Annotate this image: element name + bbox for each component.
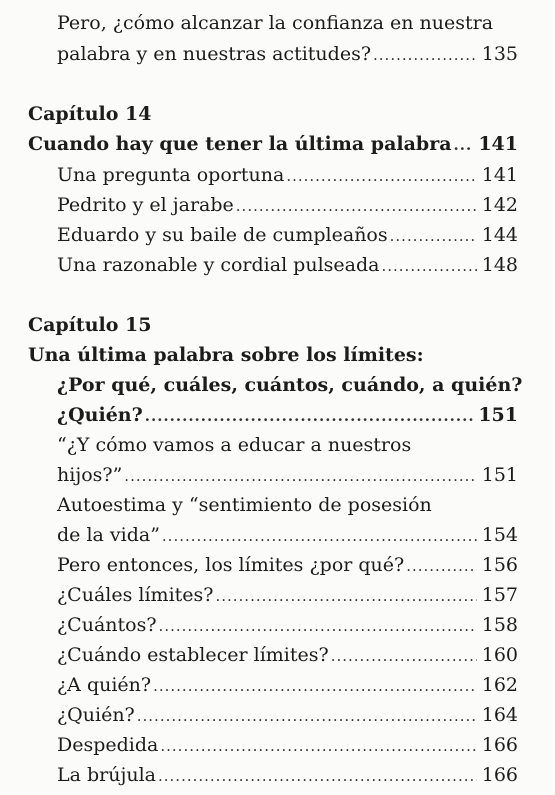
dot-leader xyxy=(406,559,477,574)
dot-leader xyxy=(331,649,477,664)
entry-text: Despedida xyxy=(57,734,159,756)
toc-entry xyxy=(57,466,518,485)
toc-entry xyxy=(57,706,518,725)
dot-leader xyxy=(124,469,476,484)
entry-text: Autoestima y “sentimiento de posesión xyxy=(57,494,432,516)
toc-line xyxy=(57,14,518,33)
toc-entry xyxy=(57,646,518,665)
page-number: 142 xyxy=(481,194,518,216)
entry-text: ¿Cuándo establecer límites? xyxy=(57,644,329,666)
chapter-title-entry xyxy=(28,135,518,154)
page-number: 148 xyxy=(481,254,518,276)
dot-leader xyxy=(158,769,477,784)
page-number: 157 xyxy=(481,584,518,606)
page-number: 160 xyxy=(481,644,518,666)
page-number: 141 xyxy=(481,164,518,186)
entry-text: palabra y en nuestras actitudes? xyxy=(57,43,372,65)
dot-leader xyxy=(381,259,476,274)
dot-leader xyxy=(454,138,474,153)
dot-leader xyxy=(236,199,477,214)
page-number: 158 xyxy=(481,614,518,636)
chapter-heading xyxy=(28,316,518,335)
toc-entry xyxy=(57,166,518,185)
entry-text: hijos?” xyxy=(57,464,123,486)
entry-text: ¿Quién? xyxy=(57,704,135,726)
page-number: 144 xyxy=(481,224,518,246)
dot-leader xyxy=(160,739,476,754)
dot-leader xyxy=(390,229,477,244)
chapter-title-continued xyxy=(57,374,523,396)
toc-entry xyxy=(57,586,518,605)
entry-text: Pedrito y el jarabe xyxy=(57,194,234,216)
chapter-title xyxy=(28,346,518,365)
entry-text: de la vida” xyxy=(57,524,160,546)
entry-text: La brújula xyxy=(57,764,156,786)
toc-entry xyxy=(57,736,518,755)
chapter-label: Capítulo 14 xyxy=(28,103,152,125)
dot-leader xyxy=(153,679,477,694)
dot-leader xyxy=(137,709,477,724)
toc-entry xyxy=(57,676,518,695)
entry-text: ¿Cuántos? xyxy=(57,614,157,636)
chapter-label: Capítulo 15 xyxy=(28,314,152,336)
page-number: 154 xyxy=(481,524,518,546)
page-number: 141 xyxy=(478,133,518,155)
entry-text: Eduardo y su baile de cumpleaños xyxy=(57,224,388,246)
dot-leader xyxy=(215,589,476,604)
entry-text: Una razonable y cordial pulseada xyxy=(57,254,380,276)
chapter-title-entry xyxy=(57,406,518,425)
entry-text: “¿Y cómo vamos a educar a nuestros xyxy=(57,434,412,456)
entry-text: Pero, ¿cómo alcanzar la confianza en nuestra xyxy=(57,12,494,34)
dot-leader xyxy=(145,409,474,424)
entry-text: ¿A quién? xyxy=(57,674,152,696)
chapter-heading xyxy=(28,105,518,124)
dot-leader xyxy=(373,48,477,63)
page-number: 166 xyxy=(481,734,518,756)
page-number: 164 xyxy=(481,704,518,726)
toc-entry xyxy=(57,526,518,545)
entry-text: ¿Cuáles límites? xyxy=(57,584,214,606)
page-number: 162 xyxy=(481,674,518,696)
dot-leader xyxy=(159,619,477,634)
toc-entry xyxy=(57,616,518,635)
toc-entry xyxy=(57,226,518,245)
chapter-title-text: Una última palabra sobre los límites: xyxy=(28,344,424,366)
dot-leader xyxy=(162,529,477,544)
page-number: 151 xyxy=(481,464,518,486)
chapter-title-text: ¿Quién? xyxy=(57,404,143,426)
page-number: 135 xyxy=(481,43,518,65)
chapter-title-text: ¿Por qué, cuáles, cuántos, cuándo, a quién? xyxy=(57,374,523,396)
dot-leader xyxy=(286,169,476,184)
entry-text: Pero entonces, los límites ¿por qué? xyxy=(57,554,405,576)
toc-entry xyxy=(57,196,518,215)
toc-line xyxy=(57,436,518,455)
toc-entry xyxy=(57,256,518,275)
chapter-title: Cuando hay que tener la última palabra xyxy=(28,133,452,155)
entry-text: Una pregunta oportuna xyxy=(57,164,285,186)
page-number: 166 xyxy=(481,764,518,786)
toc-entry xyxy=(57,556,518,575)
page-number: 156 xyxy=(481,554,518,576)
toc-entry xyxy=(57,766,518,785)
toc-line xyxy=(57,496,518,515)
toc-entry xyxy=(57,45,518,64)
page-number: 151 xyxy=(478,404,518,426)
